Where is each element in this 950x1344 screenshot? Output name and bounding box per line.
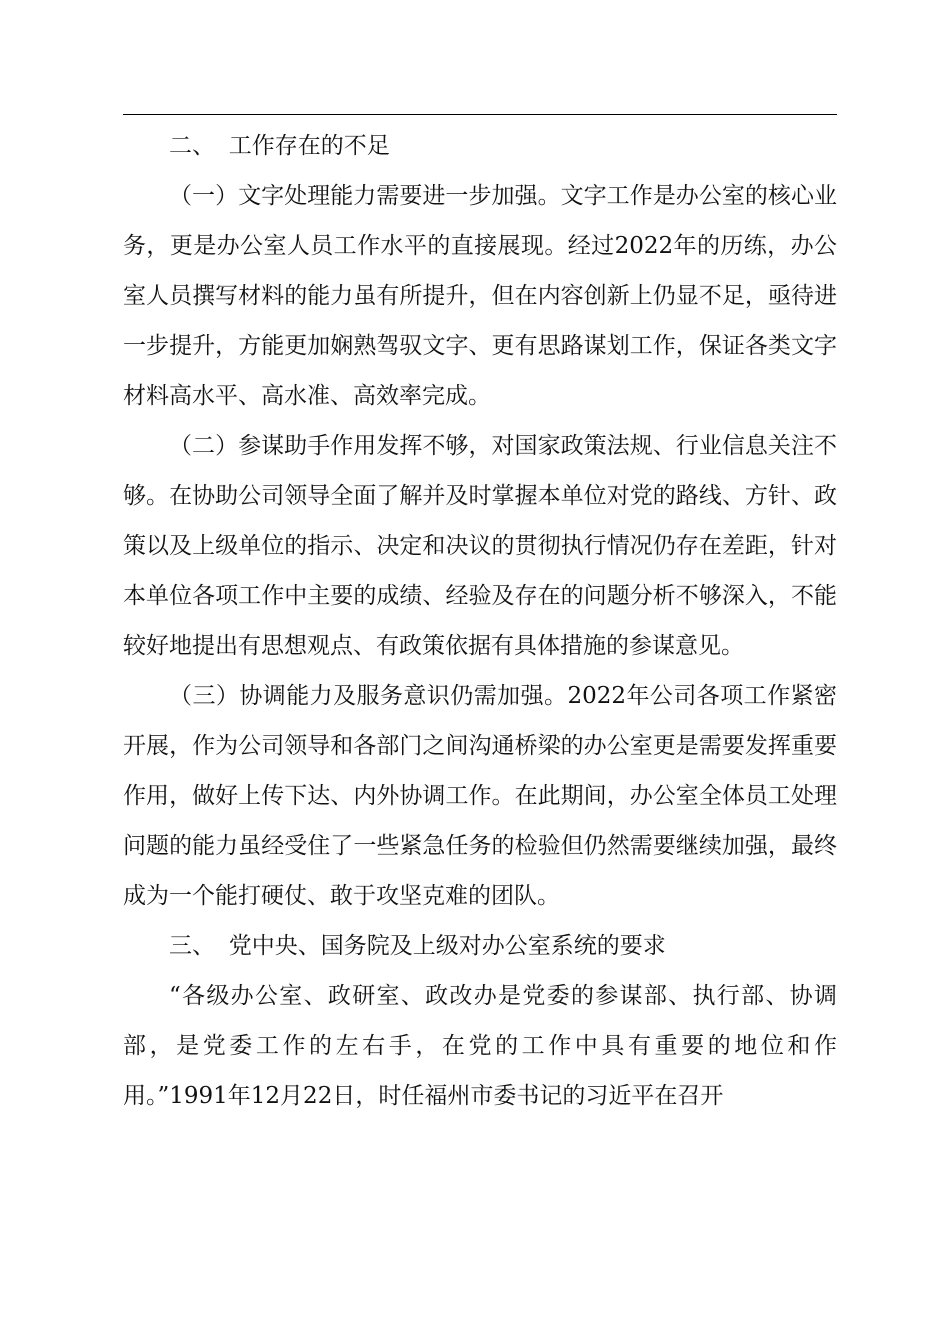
section-number: 三、 [169, 933, 215, 959]
paragraph-writing-ability: （一）文字处理能力需要进一步加强。文字工作是办公室的核心业务，更是办公室人员工作水平的直接展现。经过2022年的历练，办公室人员撰写材料的能力虽有所提升，但在内容创新上仍显不足，亟待进一步提升，方能更加娴熟驾驭文字、更有思路谋划工作，保证各类文字材料高水平、高水准、高效率完成。 [123, 183, 837, 409]
section-heading-3 [123, 921, 837, 971]
section-heading-2 [123, 121, 837, 171]
document-body [123, 121, 837, 1121]
section-title: 工作存在的不足 [228, 133, 390, 159]
section-number: 二、 [169, 133, 215, 159]
paragraph-coordination-ability: （三）协调能力及服务意识仍需加强。2022年公司各项工作紧密开展，作为公司领导和各部门之间沟通桥梁的办公室更是需要发挥重要作用，做好上传下达、内外协调工作。在此期间，办公室全体员工处理问题的能力虽经受住了一些紧急任务的检验但仍然需要继续加强，最终成为一个能打硬仗、敢于攻坚克难的团队。 [123, 683, 837, 909]
paragraph-advisory-role: （二）参谋助手作用发挥不够，对国家政策法规、行业信息关注不够。在协助公司领导全面了解并及时掌握本单位对党的路线、方针、政策以及上级单位的指示、决定和决议的贯彻执行情况仍存在差距，针对本单位各项工作中主要的成绩、经验及存在的问题分析不够深入，不能较好地提出有思想观点、有政策依据有具体措施的参谋意见。 [123, 433, 837, 659]
section-title: 党中央、国务院及上级对办公室系统的要求 [228, 933, 666, 959]
paragraph-quotation: “各级办公室、政研室、政改办是党委的参谋部、执行部、协调部，是党委工作的左右手，在党的工作中具有重要的地位和作用。”1991年12月22日，时任福州市委书记的习近平在召开 [123, 983, 837, 1109]
header-rule [123, 114, 837, 115]
